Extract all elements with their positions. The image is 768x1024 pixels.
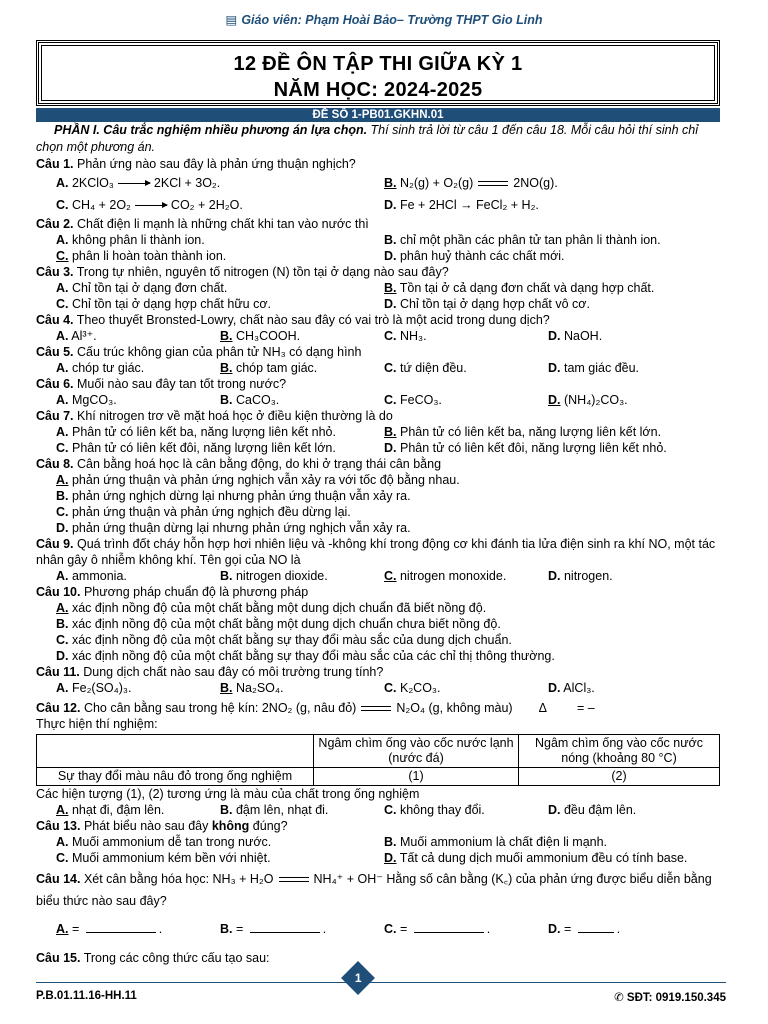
option-text: phản ứng thuận và phản ứng nghịch vẫn xảy ra với tốc độ bằng nhau. — [71, 473, 460, 487]
option-b[interactable] — [56, 616, 726, 632]
option-d[interactable] — [548, 392, 718, 408]
page-header — [0, 12, 768, 27]
option-b[interactable] — [220, 802, 384, 818]
option-letter: A. — [56, 835, 69, 849]
title-line-2: NĂM HỌC: 2024-2025 — [273, 79, 483, 101]
option-text: CH₃COOH. — [235, 329, 301, 343]
option-text: phân li hoàn toàn thành ion. — [71, 249, 227, 263]
option-letter: B. — [384, 835, 397, 849]
question-text: Xét cân bằng hóa học: NH₃ + H₂O — [80, 872, 274, 886]
question-number: Câu 4. — [36, 313, 74, 327]
option-letter: A. — [56, 233, 69, 247]
option-c[interactable] — [384, 680, 548, 696]
option-letter: D. — [548, 803, 561, 817]
option-text: Na₂SO₄. — [235, 681, 284, 695]
question-6-options — [36, 392, 726, 408]
question-11-options — [36, 680, 726, 696]
equilibrium-arrow-icon — [361, 705, 391, 713]
option-text: 2KClO₃ — [71, 176, 114, 190]
equilibrium-arrow-icon — [478, 180, 508, 188]
option-text: chóp tam giác. — [235, 361, 318, 375]
arrow-icon — [118, 183, 150, 184]
question-13-options — [36, 834, 726, 866]
option-a[interactable] — [56, 232, 384, 248]
question-text: NH₄⁺ + OH⁻ Hằng số cân bằng (K꜀) của phản ứng được biểu diễn bằng biểu thức nào sau đây? — [36, 872, 712, 908]
question-number: Câu 10. — [36, 585, 81, 599]
option-text: tam giác đều. — [563, 361, 640, 375]
equilibrium-arrow-icon — [279, 876, 309, 884]
option-d[interactable] — [56, 520, 726, 536]
option-letter: C. — [56, 249, 69, 263]
option-text: CH₄ + 2O₂ — [71, 198, 131, 212]
option-b[interactable] — [220, 392, 384, 408]
question-9 — [36, 536, 726, 568]
title-line-1: 12 ĐỀ ÔN TẬP THI GIỮA KỲ 1 — [233, 53, 523, 75]
question-text: Phương pháp chuẩn độ là phương pháp — [80, 585, 309, 599]
option-a[interactable] — [56, 680, 220, 696]
question-number: Câu 6. — [36, 377, 74, 391]
option-letter: C. — [384, 681, 397, 695]
option-text: (NH₄)₂CO₃. — [563, 393, 628, 407]
option-text: Muối ammonium dễ tan trong nước. — [71, 835, 272, 849]
option-a[interactable]: A. = . — [56, 922, 163, 936]
question-15 — [36, 950, 726, 966]
option-text: N₂(g) + O₂(g) — [399, 176, 474, 190]
option-letter: D. — [384, 441, 397, 455]
question-text: Chất điện li mạnh là những chất khi tan vào nước thì — [73, 217, 369, 231]
option-letter: D. — [548, 681, 561, 695]
option-a[interactable] — [56, 328, 220, 344]
option-letter: D. — [548, 361, 561, 375]
option-d[interactable]: D. = . — [548, 922, 621, 936]
arrow-icon — [135, 205, 167, 206]
question-1 — [36, 156, 726, 172]
option-letter: C. — [384, 803, 397, 817]
question-text: Phát biểu nào sau đây — [80, 819, 212, 833]
title-box — [36, 40, 720, 106]
option-text: 2NO(g). — [513, 176, 558, 190]
question-4-options — [36, 328, 726, 344]
option-text: chỉ một phần các phân tử tan phân li thành ion. — [399, 233, 661, 247]
option-text: MgCO₃. — [71, 393, 117, 407]
option-letter: C. — [56, 851, 69, 865]
fraction-line — [578, 932, 614, 933]
page-number-badge — [341, 961, 375, 995]
question-text: Cân bằng hoá học là cân bằng động, do khi ở trạng thái cân bằng — [73, 457, 442, 471]
question-subtext: Thực hiện thí nghiệm: — [36, 717, 158, 731]
option-letter: B. — [220, 681, 233, 695]
question-number: Câu 7. — [36, 409, 74, 423]
table-corner — [37, 735, 314, 768]
option-letter: B. — [384, 281, 397, 295]
option-text: Phân tử có liên kết đôi, năng lượng liên kết lớn. — [71, 441, 336, 455]
option-letter: B. — [384, 176, 397, 190]
option-text: CO₂ + 2H₂O. — [170, 198, 243, 212]
option-d[interactable] — [384, 850, 724, 866]
option-letter: B. — [220, 361, 233, 375]
option-text: Fe + 2HCl → FeCl₂ + H₂. — [399, 198, 539, 212]
question-9-options — [36, 568, 726, 584]
option-letter: C. — [384, 922, 397, 936]
question-7 — [36, 408, 726, 424]
option-text: nitrogen. — [563, 569, 613, 583]
option-c[interactable] — [56, 632, 726, 648]
option-letter: C. — [56, 198, 69, 212]
option-letter: A. — [56, 361, 69, 375]
option-letter: B. — [220, 922, 233, 936]
option-text: CaCO₃. — [235, 393, 280, 407]
option-c[interactable] — [384, 360, 548, 376]
option-letter: D. — [384, 297, 397, 311]
option-letter: A. — [56, 176, 69, 190]
section-instructions: Thí sinh trả lời từ câu 1 đến câu 18. Mỗi câu hỏi thí sinh chỉ chọn một phương án. — [36, 123, 699, 154]
question-10-options — [36, 600, 726, 664]
option-a[interactable] — [56, 280, 384, 296]
question-text: Cho cân bằng sau trong hệ kín: 2NO₂ (g, nâu đỏ) — [80, 701, 357, 715]
option-text: AlCl₃. — [563, 681, 595, 695]
option-letter: D. — [548, 922, 561, 936]
option-d[interactable] — [384, 440, 724, 456]
option-a[interactable] — [56, 360, 220, 376]
option-letter: B. — [56, 617, 69, 631]
option-text: chóp tư giác. — [71, 361, 145, 375]
question-number: Câu 14. — [36, 872, 81, 886]
option-letter: C. — [56, 297, 69, 311]
option-text: FeCO₃. — [399, 393, 442, 407]
option-a[interactable] — [56, 834, 384, 850]
question-text: Trong các công thức cấu tạo sau: — [80, 951, 270, 965]
option-text: nitrogen dioxide. — [235, 569, 328, 583]
question-number: Câu 11. — [36, 665, 80, 679]
option-text: ammonia. — [71, 569, 127, 583]
option-letter: B. — [220, 569, 233, 583]
option-text: xác định nồng độ của một chất bằng một dung dịch chuẩn đã biết nồng độ. — [71, 601, 487, 615]
option-letter: B. — [384, 233, 397, 247]
option-d[interactable] — [548, 680, 718, 696]
option-d[interactable] — [384, 248, 724, 264]
option-a[interactable] — [56, 392, 220, 408]
option-text: Tồn tại ở cả dạng đơn chất và dạng hợp chất. — [399, 281, 655, 295]
question-text: N₂O₄ (g, không màu) — [396, 701, 513, 715]
option-b[interactable] — [384, 834, 724, 850]
question-number: Câu 12. — [36, 701, 81, 715]
question-7-options — [36, 424, 726, 456]
question-text: Dung dịch chất nào sau đây có môi trường trung tính? — [79, 665, 384, 679]
question-2 — [36, 216, 726, 232]
option-text: tứ diện đều. — [399, 361, 467, 375]
experiment-table — [36, 734, 720, 786]
option-text: Al³⁺. — [71, 329, 97, 343]
option-b[interactable]: B. = . — [220, 922, 327, 936]
question-number: Câu 5. — [36, 345, 74, 359]
option-d[interactable] — [384, 296, 724, 312]
option-c[interactable] — [384, 802, 548, 818]
option-c[interactable] — [56, 440, 384, 456]
option-text: xác định nồng độ của một chất bằng một dung dịch chuẩn chưa biết nồng độ. — [71, 617, 501, 631]
option-letter: D. — [548, 329, 561, 343]
option-d[interactable] — [548, 568, 718, 584]
option-c[interactable] — [384, 392, 548, 408]
option-letter: A. — [56, 281, 69, 295]
option-c[interactable] — [384, 328, 548, 344]
option-letter: C. — [56, 441, 69, 455]
option-a[interactable] — [56, 600, 726, 616]
option-b[interactable] — [220, 680, 384, 696]
option-letter: A. — [56, 601, 69, 615]
table-cell: (1) — [314, 768, 519, 786]
question-subtext: Các hiện tượng (1), (2) tương ứng là màu của chất trong ống nghiệm — [36, 787, 420, 801]
question-number: Câu 8. — [36, 457, 74, 471]
option-letter: C. — [56, 633, 69, 647]
option-d[interactable] — [548, 360, 718, 376]
option-text: phản ứng thuận dừng lại nhưng phản ứng nghịch vẫn xảy ra. — [71, 521, 411, 535]
option-letter: D. — [56, 521, 69, 535]
option-letter: B. — [220, 393, 233, 407]
option-b[interactable] — [220, 360, 384, 376]
option-text: không thay đổi. — [399, 803, 485, 817]
question-text: Cấu trúc không gian của phân tử NH₃ có dạng hình — [73, 345, 362, 359]
option-text: Muối ammonium là chất điện li mạnh. — [399, 835, 608, 849]
option-text: xác định nồng độ của một chất bằng sự thay đổi màu sắc của các chỉ thị thông thường. — [71, 649, 555, 663]
option-letter: C. — [384, 569, 397, 583]
fraction-line — [250, 932, 320, 933]
option-text: Muối ammonium kém bền với nhiệt. — [71, 851, 271, 865]
question-5 — [36, 344, 726, 360]
question-3 — [36, 264, 726, 280]
option-d[interactable] — [548, 802, 718, 818]
question-text: Trong tự nhiên, nguyên tố nitrogen (N) tồn tại ở dạng nào sau đây? — [73, 265, 449, 279]
option-c[interactable] — [56, 296, 384, 312]
option-c[interactable]: C. = . — [384, 922, 491, 936]
option-b[interactable] — [384, 232, 724, 248]
option-d[interactable] — [548, 328, 718, 344]
section-intro — [36, 122, 726, 156]
question-4 — [36, 312, 726, 328]
option-c[interactable] — [56, 850, 384, 866]
book-icon: ▤ — [225, 13, 238, 27]
option-c[interactable] — [56, 248, 384, 264]
table-header: Ngâm chìm ống vào cốc nước lạnh (nước đá) — [314, 735, 519, 768]
option-d[interactable] — [384, 194, 724, 216]
question-14-options — [36, 916, 726, 942]
question-text: Khí nitrogen trơ về mặt hoá học ở điều kiện thường là do — [73, 409, 393, 423]
teacher-name: Giáo viên: Phạm Hoài Bảo– Trường THPT Gio Linh — [241, 13, 543, 27]
exam-content — [36, 122, 726, 966]
question-12 — [36, 700, 726, 716]
option-c[interactable] — [56, 504, 726, 520]
option-letter: A. — [56, 569, 69, 583]
question-13 — [36, 818, 726, 834]
page-number: 1 — [354, 971, 362, 985]
option-text: phản ứng nghịch dừng lại nhưng phản ứng thuận vẫn xảy ra. — [71, 489, 411, 503]
option-text: Phân tử có liên kết ba, năng lượng liên kết nhỏ. — [71, 425, 336, 439]
question-5-options — [36, 360, 726, 376]
option-text: nhạt đi, đậm lên. — [71, 803, 165, 817]
option-d[interactable] — [56, 648, 726, 664]
option-letter: B. — [220, 329, 233, 343]
table-row-label: Sự thay đổi màu nâu đỏ trong ống nghiệm — [37, 768, 314, 786]
option-a[interactable] — [56, 472, 726, 488]
question-12-options — [36, 802, 726, 818]
option-letter: B. — [56, 489, 69, 503]
section-title: PHẦN I. Câu trắc nghiệm nhiều phương án lựa chọn. — [54, 123, 368, 137]
option-b[interactable] — [56, 488, 726, 504]
option-letter: D. — [384, 249, 397, 263]
question-text: Theo thuyết Bronsted-Lowry, chất nào sau đây có vai trò là một acid trong dung dịch? — [73, 313, 550, 327]
question-8 — [36, 456, 726, 472]
option-letter: A. — [56, 922, 69, 936]
option-text: Phân tử có liên kết ba, năng lượng liên kết lớn. — [399, 425, 662, 439]
question-2-options — [36, 232, 726, 264]
question-number: Câu 3. — [36, 265, 74, 279]
option-text: nitrogen monoxide. — [399, 569, 507, 583]
question-14 — [36, 868, 726, 912]
question-number: Câu 13. — [36, 819, 81, 833]
question-6 — [36, 376, 726, 392]
option-letter: D. — [56, 649, 69, 663]
option-letter: D. — [548, 393, 561, 407]
option-a[interactable] — [56, 172, 384, 194]
option-letter: B. — [384, 425, 397, 439]
question-text: Muối nào sau đây tan tốt trong nước? — [73, 377, 287, 391]
option-text: Chỉ tồn tại ở dạng hợp chất hữu cơ. — [71, 297, 272, 311]
option-letter: D. — [384, 198, 397, 212]
option-text: NH₃. — [399, 329, 427, 343]
option-letter: B. — [220, 803, 233, 817]
question-text: = – — [576, 701, 595, 715]
question-number: Câu 1. — [36, 157, 74, 171]
question-number: Câu 9. — [36, 537, 74, 551]
question-number: Câu 15. — [36, 951, 81, 965]
question-number: Câu 2. — [36, 217, 74, 231]
question-11 — [36, 664, 726, 680]
option-text: đậm lên, nhạt đi. — [235, 803, 329, 817]
question-10 — [36, 584, 726, 600]
fraction-line — [414, 932, 484, 933]
option-text: 2KCl + 3O₂. — [153, 176, 221, 190]
option-letter: A. — [56, 393, 69, 407]
exam-code: ĐỀ SỐ 1-PB01.GKHN.01 — [36, 108, 720, 122]
option-text: Chỉ tồn tại ở dạng đơn chất. — [71, 281, 228, 295]
option-text: Tất cả dung dịch muối ammonium đều có tính base. — [399, 851, 688, 865]
option-letter: A. — [56, 473, 69, 487]
option-c[interactable] — [384, 568, 548, 584]
option-b[interactable] — [384, 424, 724, 440]
question-3-options — [36, 280, 726, 312]
option-letter: C. — [384, 329, 397, 343]
question-8-options — [36, 472, 726, 536]
option-letter: C. — [384, 393, 397, 407]
option-b[interactable] — [220, 568, 384, 584]
emphasis-text: không — [211, 819, 250, 833]
delta-symbol: Δ — [538, 701, 547, 715]
question-text: Phản ứng nào sau đây là phản ứng thuận nghịch? — [73, 157, 356, 171]
fraction-line — [86, 932, 156, 933]
option-text: Fe₂(SO₄)₃. — [71, 681, 132, 695]
option-letter: A. — [56, 681, 69, 695]
option-text: xác định nồng độ của một chất bằng sự thay đổi màu sắc của dung dịch chuẩn. — [71, 633, 512, 647]
question-text: đúng? — [249, 819, 288, 833]
option-letter: A. — [56, 803, 69, 817]
option-text: Chỉ tồn tại ở dạng hợp chất vô cơ. — [399, 297, 590, 311]
option-b[interactable] — [220, 328, 384, 344]
option-letter: C. — [384, 361, 397, 375]
option-b[interactable] — [384, 280, 724, 296]
option-a[interactable] — [56, 568, 220, 584]
option-text: phân huỷ thành các chất mới. — [399, 249, 565, 263]
table-cell: (2) — [519, 768, 720, 786]
option-text: K₂CO₃. — [399, 681, 441, 695]
option-letter: A. — [56, 329, 69, 343]
option-letter: A. — [56, 425, 69, 439]
option-a[interactable] — [56, 424, 384, 440]
option-c[interactable] — [56, 194, 384, 216]
option-text: đều đậm lên. — [563, 803, 637, 817]
option-text: Phân tử có liên kết đôi, năng lượng liên kết nhỏ. — [399, 441, 667, 455]
option-letter: D. — [384, 851, 397, 865]
table-header: Ngâm chìm ống vào cốc nước nóng (khoảng 80 °C) — [519, 735, 720, 768]
footer-divider — [36, 982, 726, 983]
option-text: không phân li thành ion. — [71, 233, 205, 247]
option-a[interactable] — [56, 802, 220, 818]
question-1-options — [36, 172, 726, 216]
option-letter: C. — [56, 505, 69, 519]
document-code: P.B.01.11.16-HH.11 — [36, 990, 137, 1002]
option-b[interactable] — [384, 172, 724, 194]
option-text: phản ứng thuận và phản ứng nghịch đều dừng lại. — [71, 505, 351, 519]
question-text: Quá trình đốt cháy hỗn hợp hơi nhiên liệu và -không khí trong động cơ khi đánh tia lửa điện sinh ra khí NO, một tác nhân gây ô nhiễm không khí. Tên gọi của NO là — [36, 537, 716, 567]
phone-number: ✆ SĐT: 0919.150.345 — [614, 992, 726, 1004]
option-letter: D. — [548, 569, 561, 583]
option-text: NaOH. — [563, 329, 603, 343]
